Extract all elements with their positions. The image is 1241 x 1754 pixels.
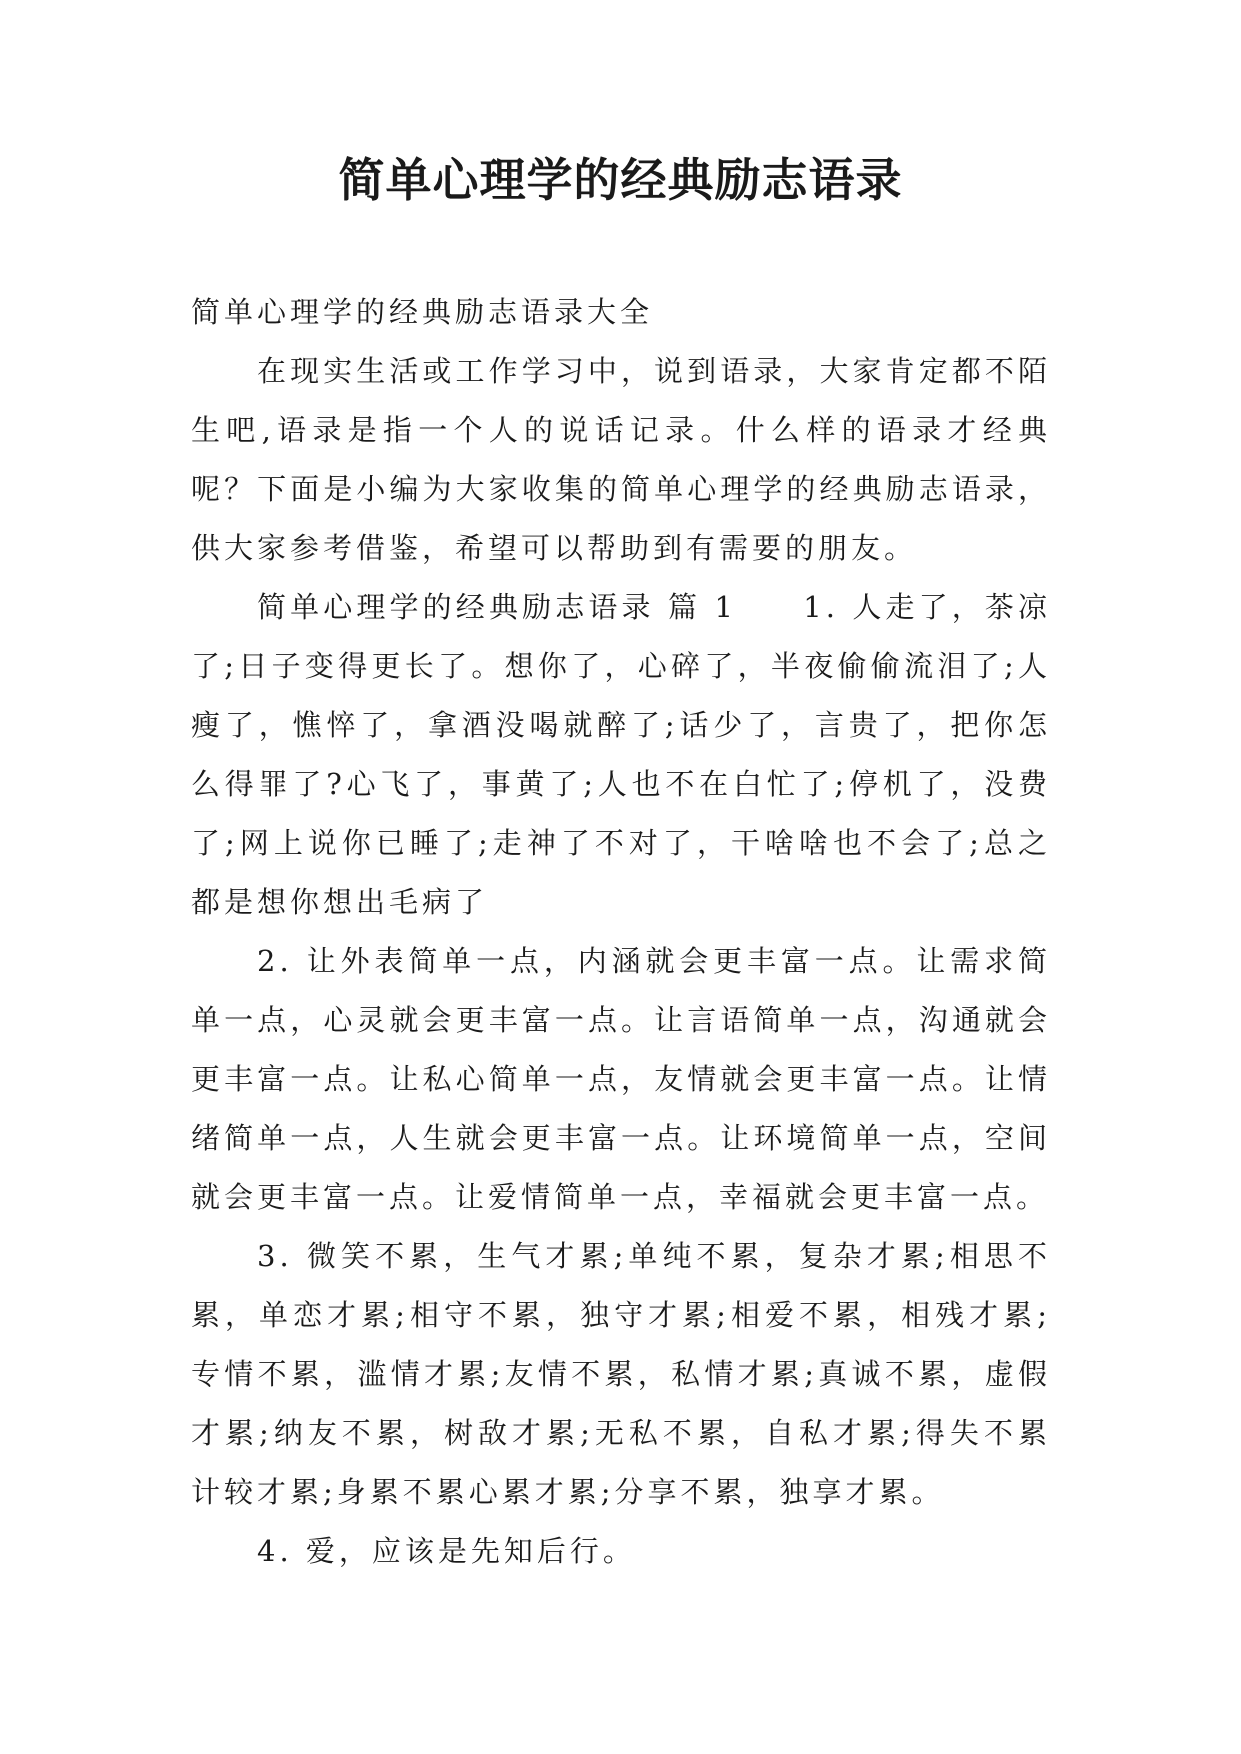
document-body [191,283,1051,1581]
quote-paragraph-2: 2. 让外表简单一点，内涵就会更丰富一点。让需求简单一点，心灵就会更丰富一点。让言语简单一点，沟通就会更丰富一点。让私心简单一点，友情就会更丰富一点。让情绪简单一点，人生就会更丰富一点。让环境简单一点，空间就会更丰富一点。让爱情简单一点，幸福就会更丰富一点。 [191,944,1051,1214]
intro-paragraph: 在现实生活或工作学习中，说到语录，大家肯定都不陌生吧,语录是指一个人的说话记录。什么样的语录才经典呢？下面是小编为大家收集的简单心理学的经典励志语录，供大家参考借鉴，希望可以帮助到有需要的朋友。 [191,354,1051,565]
document-title: 简单心理学的经典励志语录 [338,153,903,207]
quote-paragraph-3: 3. 微笑不累，生气才累;单纯不累，复杂才累;相思不累，单恋才累;相守不累，独守才累;相爱不累，相残才累;专情不累，滥情才累;友情不累，私情才累;真诚不累，虚假才累;纳友不累，树敌才累;无私不累，自私才累;得失不累计较才累;身累不累心累才累;分享不累，独享才累。 [191,1239,1051,1509]
quote-paragraph-1: 简单心理学的经典励志语录 篇 1 1. 人走了，茶凉了;日子变得更长了。想你了，心碎了，半夜偷偷流泪了;人瘦了，憔悴了，拿酒没喝就醉了;话少了，言贵了，把你怎么得罪了?心飞了，事黄了;人也不在白忙了;停机了，没费了;网上说你已睡了;走神了不对了，干啥啥也不会了;总之都是想你想出毛病了 [191,590,1051,919]
subtitle-paragraph: 简单心理学的经典励志语录大全 [191,295,654,329]
quote-paragraph-4: 4. 爱，应该是先知后行。 [257,1534,636,1568]
